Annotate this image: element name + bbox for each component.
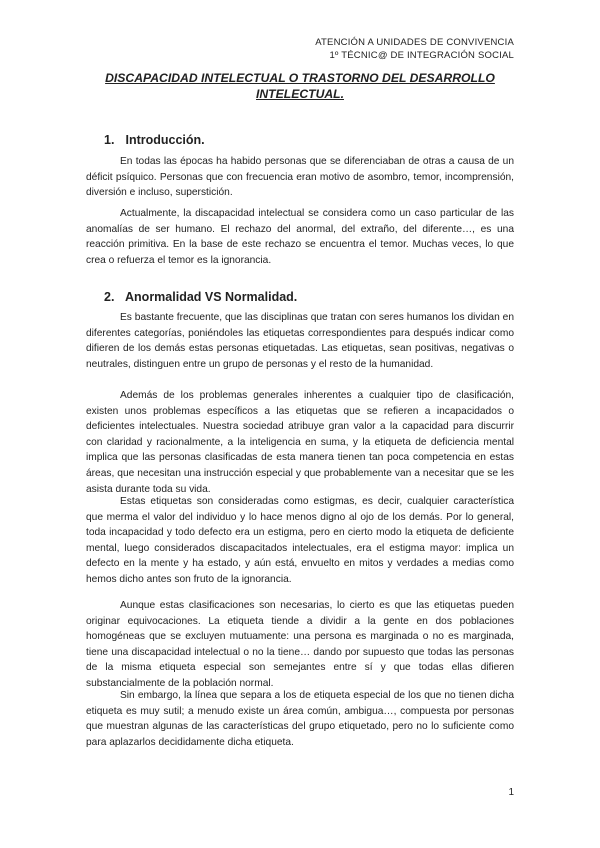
header-course-level: 1º TÉCNIC@ DE INTEGRACIÓN SOCIAL	[329, 50, 514, 61]
paragraph: Sin embargo, la línea que separa a los de etiqueta especial de los que no tienen dicha etiqueta es muy sutil; a menudo existe un área común, ambigua…, compuesta por personas que muestran algunas de las características del grupo etiquetado, pero no lo suficiente como para aplazarlos decididamente dicha etiqueta.	[86, 690, 514, 748]
section-heading-introduccion	[104, 133, 205, 147]
section-title: Introducción.	[125, 133, 205, 147]
section-heading-anormalidad	[104, 290, 297, 304]
document-title: DISCAPACIDAD INTELECTUAL O TRASTORNO DEL DESARROLLO INTELECTUAL.	[105, 71, 495, 101]
paragraph: Estas etiquetas son consideradas como estigmas, es decir, cualquier característica que merma el valor del individuo y lo hace menos digno al ojo de los demás. Por lo general, toda incapacidad y todo defecto era un estigma, pero en cierto modo la etiqueta de deficiente mental, luego considerados discapacitados intelectuales, era el estigma mayor: implica un defecto en la mente y ha estado, y aún está, envuelto en mitos y verdades a medias como hemos dicho antes son fruto de la ignorancia.	[86, 496, 514, 585]
paragraph: Actualmente, la discapacidad intelectual se considera como un caso particular de las anomalías de ser humano. El rechazo del anormal, del extraño, del diferente…, es una reacción primitiva. En la base de este rechazo se encuentra el temor. Muchas veces, lo que crea o refuerza el temor es la ignorancia.	[86, 208, 514, 266]
document-header	[315, 36, 514, 62]
paragraph: En todas las épocas ha habido personas que se diferenciaban de otras a causa de un déficit psíquico. Personas que con frecuencia eran motivo de asombro, temor, incomprensión, diversión e incluso, superstición.	[86, 156, 514, 199]
paragraph: Es bastante frecuente, que las disciplinas que tratan con seres humanos los dividan en diferentes categorías, poniéndoles las etiquetas correspondientes para después indicar como difieren de los demás estas personas etiquetadas. Las etiquetas, sean positivas, negativas o neutrales, distinguen entre un grupo de personas y el resto de la humanidad.	[86, 312, 514, 370]
section-number: 1.	[104, 133, 115, 147]
section-number: 2.	[104, 290, 115, 304]
page-number: 1	[508, 787, 514, 798]
paragraph: Además de los problemas generales inherentes a cualquier tipo de clasificación, existen unos problemas específicos a las etiquetas que se refieren a incapacidados o deficientes intelectuales. Nuestra sociedad atribuye gran valor a la capacidad para discurrir con claridad y racionalmente, a la inteligencia en suma, y la etiqueta de deficiencia mental implica que las personas clasificadas de esta manera tienen tan poca competencia en estas áreas, que necesitan una instrucción especial y que probablemente van a necesitar que se les asista durante toda su vida.	[86, 390, 514, 495]
header-course-title: ATENCIÓN A UNIDADES DE CONVIVENCIA	[315, 37, 514, 48]
section-title: Anormalidad VS Normalidad.	[125, 290, 298, 304]
paragraph: Aunque estas clasificaciones son necesarias, lo cierto es que las etiquetas pueden originar equivocaciones. La etiqueta tiende a dividir a la gente en dos poblaciones homogéneas que se excluyen mutuamente: una persona es marginada o no es marginada, tiene una discapacidad intelectual o no la tiene… dando por supuesto que todas las personas de la misma etiqueta especial son semejantes entre sí y que todas ellas difieren substancialmente de la población normal.	[86, 600, 514, 689]
